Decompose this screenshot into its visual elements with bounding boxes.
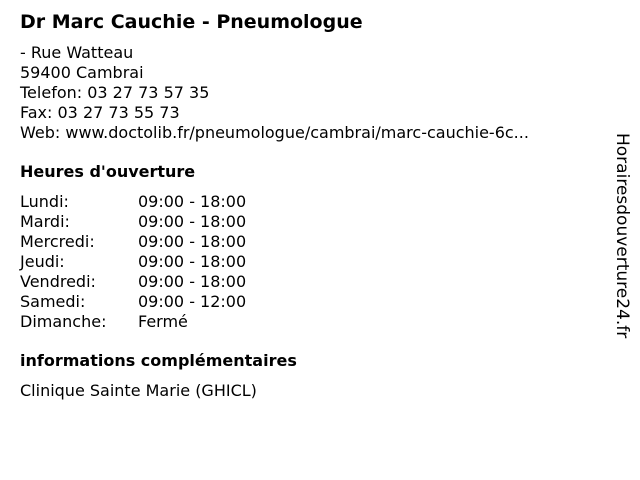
hours-row bbox=[20, 192, 610, 212]
hours-time: 09:00 - 18:00 bbox=[138, 212, 247, 231]
web-line bbox=[20, 123, 610, 143]
page-title: Dr Marc Cauchie - Pneumologue bbox=[20, 11, 363, 33]
hours-time: 09:00 - 12:00 bbox=[138, 292, 247, 311]
listing-card bbox=[20, 10, 610, 401]
hours-day: Mercredi: bbox=[20, 232, 95, 251]
phone-line bbox=[20, 83, 610, 103]
web-label: Web: bbox=[20, 123, 61, 142]
hours-time: 09:00 - 18:00 bbox=[138, 192, 247, 211]
fax-line bbox=[20, 103, 610, 123]
street-line: - Rue Watteau bbox=[20, 43, 134, 62]
hours-row bbox=[20, 272, 610, 292]
phone-value[interactable]: 03 27 73 57 35 bbox=[87, 83, 210, 102]
hours-day: Samedi: bbox=[20, 292, 86, 311]
hours-day: Jeudi: bbox=[20, 252, 65, 271]
address-block bbox=[20, 43, 610, 143]
web-link[interactable]: www.doctolib.fr/pneumologue/cambrai/marc-cauchie-6c... bbox=[65, 123, 529, 142]
hours-day: Dimanche: bbox=[20, 312, 107, 331]
phone-label: Telefon: bbox=[20, 83, 83, 102]
info-text: Clinique Sainte Marie (GHICL) bbox=[20, 381, 257, 400]
hours-row bbox=[20, 292, 610, 312]
hours-time: 09:00 - 18:00 bbox=[138, 232, 247, 251]
hours-row bbox=[20, 312, 610, 332]
hours-row bbox=[20, 252, 610, 272]
info-heading: informations complémentaires bbox=[20, 351, 297, 370]
city-line: 59400 Cambrai bbox=[20, 63, 144, 82]
hours-day: Lundi: bbox=[20, 192, 69, 211]
hours-row bbox=[20, 212, 610, 232]
hours-row bbox=[20, 232, 610, 252]
hours-time: 09:00 - 18:00 bbox=[138, 272, 247, 291]
hours-table bbox=[20, 192, 610, 332]
fax-label: Fax: bbox=[20, 103, 53, 122]
hours-day: Mardi: bbox=[20, 212, 70, 231]
hours-day: Vendredi: bbox=[20, 272, 96, 291]
hours-time: Fermé bbox=[138, 312, 188, 331]
brand-watermark[interactable]: Horairesdouverture24.fr bbox=[612, 133, 632, 339]
hours-time: 09:00 - 18:00 bbox=[138, 252, 247, 271]
hours-heading: Heures d'ouverture bbox=[20, 162, 196, 181]
fax-value: 03 27 73 55 73 bbox=[57, 103, 180, 122]
